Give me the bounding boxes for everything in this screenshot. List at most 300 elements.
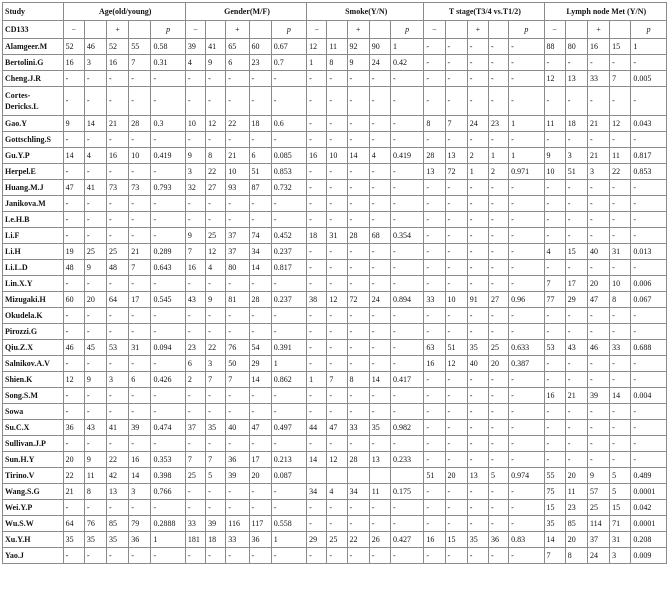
count-cell: 16 xyxy=(107,55,129,71)
p-value-cell: 1 xyxy=(631,39,667,55)
count-cell: - xyxy=(424,452,445,468)
count-cell: - xyxy=(347,308,369,324)
p-value-subheader: p xyxy=(390,21,423,39)
table-row xyxy=(3,324,667,340)
count-cell: 22 xyxy=(610,164,631,180)
study-name-cell: Sun.H.Y xyxy=(3,452,64,468)
count-cell: 55 xyxy=(129,39,151,55)
table-row xyxy=(3,292,667,308)
count-cell: - xyxy=(226,484,249,500)
count-cell: - xyxy=(226,500,249,516)
count-cell: - xyxy=(565,372,587,388)
count-cell: - xyxy=(587,55,609,71)
count-cell: - xyxy=(307,276,327,292)
count-cell: - xyxy=(544,356,565,372)
count-cell: 29 xyxy=(565,292,587,308)
p-value-cell: 0.354 xyxy=(390,228,423,244)
count-cell: - xyxy=(587,196,609,212)
count-cell: 88 xyxy=(544,39,565,55)
count-cell: - xyxy=(424,212,445,228)
count-cell: - xyxy=(347,276,369,292)
count-cell: - xyxy=(307,132,327,148)
p-value-cell: 0.043 xyxy=(631,116,667,132)
count-cell: 33 xyxy=(226,532,249,548)
count-cell: 4 xyxy=(369,148,390,164)
study-name-cell: Sullivan.J.P xyxy=(3,436,64,452)
count-cell: - xyxy=(107,404,129,420)
count-cell: - xyxy=(307,516,327,532)
p-value-cell: - xyxy=(271,500,306,516)
count-cell: 85 xyxy=(565,516,587,532)
count-cell: 20 xyxy=(488,356,508,372)
count-cell: - xyxy=(610,212,631,228)
count-cell: - xyxy=(107,276,129,292)
p-value-cell: 0.982 xyxy=(390,420,423,436)
p-value-cell: - xyxy=(271,324,306,340)
count-cell: 74 xyxy=(249,228,271,244)
blank-subheader xyxy=(249,21,271,39)
study-name-cell: Wei.Y.P xyxy=(3,500,64,516)
p-value-cell: 1 xyxy=(509,148,544,164)
count-cell: 8 xyxy=(206,148,226,164)
p-value-cell: - xyxy=(390,164,423,180)
count-cell: 63 xyxy=(424,340,445,356)
count-cell: 37 xyxy=(185,420,205,436)
p-value-cell: 0.42 xyxy=(390,55,423,71)
count-cell: - xyxy=(347,324,369,340)
count-cell: 9 xyxy=(347,55,369,71)
negative-subheader: − xyxy=(63,21,84,39)
study-name-cell: Gu.Y.P xyxy=(3,148,64,164)
count-cell: - xyxy=(226,212,249,228)
positive-subheader: + xyxy=(467,21,488,39)
p-value-cell: 0.474 xyxy=(151,420,185,436)
count-cell: 36 xyxy=(63,420,84,436)
count-cell: - xyxy=(307,500,327,516)
count-cell: 4 xyxy=(84,148,106,164)
positive-subheader: + xyxy=(226,21,249,39)
count-cell: - xyxy=(488,388,508,404)
count-cell: - xyxy=(307,180,327,196)
count-cell: 72 xyxy=(347,292,369,308)
count-cell: - xyxy=(63,132,84,148)
p-value-cell: - xyxy=(151,196,185,212)
count-cell xyxy=(327,468,347,484)
table-row xyxy=(3,180,667,196)
count-cell: - xyxy=(63,196,84,212)
count-cell xyxy=(369,468,390,484)
count-cell: - xyxy=(347,164,369,180)
count-cell: - xyxy=(307,164,327,180)
count-cell: - xyxy=(226,196,249,212)
table-container xyxy=(2,2,667,564)
count-cell: - xyxy=(610,132,631,148)
count-cell: 39 xyxy=(185,39,205,55)
count-cell: - xyxy=(63,404,84,420)
count-cell: - xyxy=(347,132,369,148)
count-cell: 17 xyxy=(129,292,151,308)
p-value-cell: - xyxy=(390,132,423,148)
count-cell: - xyxy=(445,180,467,196)
count-cell: - xyxy=(84,388,106,404)
p-value-cell: - xyxy=(509,196,544,212)
count-cell: - xyxy=(587,324,609,340)
p-value-cell: - xyxy=(509,55,544,71)
count-cell: - xyxy=(467,132,488,148)
p-value-cell: 0.005 xyxy=(631,71,667,87)
study-name-cell: Su.C.X xyxy=(3,420,64,436)
count-cell: - xyxy=(249,548,271,564)
count-cell: - xyxy=(565,436,587,452)
count-cell: - xyxy=(369,548,390,564)
count-cell: - xyxy=(587,228,609,244)
count-cell: 92 xyxy=(347,39,369,55)
count-cell: - xyxy=(587,452,609,468)
p-value-cell: - xyxy=(151,132,185,148)
p-value-cell: 0.894 xyxy=(390,292,423,308)
count-cell: - xyxy=(488,244,508,260)
p-value-cell: - xyxy=(509,260,544,276)
count-cell: 7 xyxy=(544,276,565,292)
study-name-cell: Gottschling.S xyxy=(3,132,64,148)
p-value-cell: - xyxy=(151,404,185,420)
count-cell: - xyxy=(84,500,106,516)
count-cell: - xyxy=(84,212,106,228)
p-value-cell: - xyxy=(271,212,306,228)
p-value-cell: - xyxy=(390,276,423,292)
p-value-cell: - xyxy=(509,388,544,404)
count-cell: - xyxy=(445,39,467,55)
count-cell: - xyxy=(424,87,445,116)
count-cell: - xyxy=(185,436,205,452)
count-cell: - xyxy=(327,196,347,212)
count-cell: - xyxy=(63,308,84,324)
count-cell: 22 xyxy=(206,340,226,356)
count-cell: 7 xyxy=(206,372,226,388)
p-value-cell: - xyxy=(271,484,306,500)
count-cell: 6 xyxy=(249,148,271,164)
p-value-cell: - xyxy=(509,404,544,420)
count-cell: - xyxy=(610,87,631,116)
count-cell: 14 xyxy=(347,148,369,164)
count-cell: - xyxy=(84,164,106,180)
count-cell: - xyxy=(467,388,488,404)
p-value-cell: - xyxy=(390,212,423,228)
count-cell: - xyxy=(185,196,205,212)
count-cell: 4 xyxy=(185,55,205,71)
count-cell: 51 xyxy=(565,164,587,180)
count-cell: 12 xyxy=(445,356,467,372)
count-cell: 73 xyxy=(107,180,129,196)
count-cell: 10 xyxy=(445,292,467,308)
count-cell: 80 xyxy=(226,260,249,276)
count-cell: - xyxy=(369,180,390,196)
count-cell: 41 xyxy=(84,180,106,196)
p-value-cell: 0.31 xyxy=(151,55,185,71)
count-cell: - xyxy=(587,132,609,148)
p-value-cell: 0.643 xyxy=(151,260,185,276)
t-stage-header: T stage(T3/4 vs.T1/2) xyxy=(424,3,544,21)
count-cell: 25 xyxy=(84,244,106,260)
p-value-cell: - xyxy=(509,516,544,532)
count-cell: 43 xyxy=(84,420,106,436)
count-cell: 36 xyxy=(226,452,249,468)
count-cell: - xyxy=(129,404,151,420)
study-name-cell: Tirino.V xyxy=(3,468,64,484)
count-cell: 41 xyxy=(206,39,226,55)
p-value-cell: - xyxy=(509,308,544,324)
count-cell: - xyxy=(307,436,327,452)
p-value-cell: - xyxy=(271,71,306,87)
count-cell: - xyxy=(445,55,467,71)
count-cell: - xyxy=(185,71,205,87)
count-cell: 33 xyxy=(610,340,631,356)
p-value-cell: 0.417 xyxy=(390,372,423,388)
count-cell: - xyxy=(84,228,106,244)
p-value-cell: - xyxy=(151,324,185,340)
count-cell: - xyxy=(488,436,508,452)
count-cell: - xyxy=(565,420,587,436)
count-cell: - xyxy=(587,260,609,276)
p-value-cell: 0.085 xyxy=(271,148,306,164)
count-cell: - xyxy=(544,132,565,148)
count-cell: 12 xyxy=(327,452,347,468)
age-header: Age(old/young) xyxy=(63,3,185,21)
p-value-cell: 0.558 xyxy=(271,516,306,532)
count-cell: 21 xyxy=(63,484,84,500)
count-cell: 10 xyxy=(610,276,631,292)
count-cell: 11 xyxy=(84,468,106,484)
p-value-cell: - xyxy=(509,180,544,196)
count-cell: - xyxy=(369,340,390,356)
count-cell: - xyxy=(544,180,565,196)
count-cell: 6 xyxy=(185,356,205,372)
p-value-cell: - xyxy=(509,548,544,564)
count-cell: - xyxy=(488,87,508,116)
count-cell: - xyxy=(445,324,467,340)
count-cell: 24 xyxy=(369,55,390,71)
count-cell: - xyxy=(467,180,488,196)
count-cell: - xyxy=(445,244,467,260)
count-cell: 11 xyxy=(327,39,347,55)
count-cell: 1 xyxy=(467,164,488,180)
count-cell: 28 xyxy=(424,148,445,164)
count-cell: - xyxy=(107,164,129,180)
count-cell: 14 xyxy=(249,260,271,276)
count-cell: - xyxy=(610,180,631,196)
count-cell: - xyxy=(610,356,631,372)
count-cell: - xyxy=(249,276,271,292)
count-cell: 54 xyxy=(249,340,271,356)
count-cell: 10 xyxy=(327,148,347,164)
count-cell: - xyxy=(369,212,390,228)
count-cell: 64 xyxy=(107,292,129,308)
count-cell: - xyxy=(185,87,205,116)
p-value-cell: - xyxy=(509,500,544,516)
table-row xyxy=(3,548,667,564)
p-value-cell: - xyxy=(151,164,185,180)
count-cell: 7 xyxy=(129,55,151,71)
count-cell: 33 xyxy=(347,420,369,436)
table-row xyxy=(3,87,667,116)
count-cell: - xyxy=(587,180,609,196)
count-cell: - xyxy=(565,132,587,148)
count-cell: - xyxy=(369,516,390,532)
count-cell: 45 xyxy=(84,340,106,356)
count-cell: - xyxy=(587,436,609,452)
count-cell: - xyxy=(206,71,226,87)
count-cell: - xyxy=(488,452,508,468)
count-cell: 12 xyxy=(327,292,347,308)
count-cell: - xyxy=(445,132,467,148)
p-value-cell: 0.974 xyxy=(509,468,544,484)
p-value-cell: - xyxy=(631,87,667,116)
p-value-cell: - xyxy=(631,436,667,452)
count-cell: 39 xyxy=(206,516,226,532)
count-cell: - xyxy=(327,164,347,180)
count-cell: - xyxy=(185,548,205,564)
count-cell: - xyxy=(369,276,390,292)
count-cell: 11 xyxy=(565,484,587,500)
p-value-cell: - xyxy=(390,340,423,356)
p-value-cell: - xyxy=(509,276,544,292)
p-value-cell: - xyxy=(390,356,423,372)
count-cell: 21 xyxy=(107,116,129,132)
count-cell: 14 xyxy=(544,532,565,548)
p-value-cell: 0.175 xyxy=(390,484,423,500)
table-row xyxy=(3,148,667,164)
count-cell: - xyxy=(488,196,508,212)
count-cell: - xyxy=(307,260,327,276)
count-cell: 60 xyxy=(249,39,271,55)
count-cell: - xyxy=(327,516,347,532)
count-cell: 5 xyxy=(206,468,226,484)
count-cell: - xyxy=(424,228,445,244)
count-cell: - xyxy=(84,404,106,420)
count-cell: - xyxy=(369,500,390,516)
count-cell: 60 xyxy=(63,292,84,308)
p-value-cell: 0.353 xyxy=(151,452,185,468)
count-cell: 85 xyxy=(107,516,129,532)
count-cell: - xyxy=(249,436,271,452)
count-cell: - xyxy=(369,196,390,212)
count-cell: - xyxy=(307,324,327,340)
count-cell: - xyxy=(63,212,84,228)
count-cell: - xyxy=(544,260,565,276)
count-cell: 21 xyxy=(226,148,249,164)
count-cell: - xyxy=(63,500,84,516)
count-cell: 117 xyxy=(249,516,271,532)
p-value-cell: - xyxy=(631,356,667,372)
count-cell: 6 xyxy=(129,372,151,388)
count-cell: - xyxy=(226,436,249,452)
count-cell: 12 xyxy=(544,71,565,87)
study-name-cell: Pirozzi.G xyxy=(3,324,64,340)
count-cell: - xyxy=(327,388,347,404)
count-cell: 7 xyxy=(185,452,205,468)
count-cell: 39 xyxy=(587,388,609,404)
count-cell: 13 xyxy=(565,71,587,87)
count-cell: 16 xyxy=(307,148,327,164)
count-cell: - xyxy=(544,196,565,212)
count-cell: 68 xyxy=(369,228,390,244)
count-cell: - xyxy=(107,71,129,87)
table-row xyxy=(3,244,667,260)
count-cell: - xyxy=(347,516,369,532)
p-value-cell: - xyxy=(390,244,423,260)
count-cell: 8 xyxy=(424,116,445,132)
p-value-cell: 0.289 xyxy=(151,244,185,260)
count-cell: - xyxy=(307,212,327,228)
count-cell: - xyxy=(445,500,467,516)
count-cell: - xyxy=(488,39,508,55)
table-row xyxy=(3,372,667,388)
count-cell: - xyxy=(544,372,565,388)
count-cell: - xyxy=(565,308,587,324)
count-cell: - xyxy=(107,212,129,228)
count-cell: 181 xyxy=(185,532,205,548)
count-cell: - xyxy=(467,404,488,420)
count-cell: - xyxy=(544,308,565,324)
p-value-cell: - xyxy=(390,260,423,276)
count-cell: 71 xyxy=(610,516,631,532)
count-cell: - xyxy=(369,132,390,148)
study-name-cell: Bertolini.G xyxy=(3,55,64,71)
count-cell: 7 xyxy=(544,548,565,564)
count-cell: - xyxy=(327,180,347,196)
p-value-cell: 0.426 xyxy=(151,372,185,388)
count-cell: - xyxy=(129,500,151,516)
count-cell: - xyxy=(206,548,226,564)
table-row xyxy=(3,276,667,292)
study-name-cell: Wu.S.W xyxy=(3,516,64,532)
count-cell: 8 xyxy=(565,548,587,564)
positive-subheader: + xyxy=(347,21,369,39)
count-cell: 35 xyxy=(544,516,565,532)
count-cell: 28 xyxy=(129,116,151,132)
count-cell: - xyxy=(327,404,347,420)
count-cell: 24 xyxy=(369,292,390,308)
p-value-cell: 0.398 xyxy=(151,468,185,484)
count-cell: - xyxy=(307,116,327,132)
count-cell: 28 xyxy=(249,292,271,308)
p-value-cell: 0.427 xyxy=(390,532,423,548)
count-cell: 46 xyxy=(63,340,84,356)
count-cell: 37 xyxy=(226,228,249,244)
count-cell: - xyxy=(610,196,631,212)
count-cell: 35 xyxy=(467,340,488,356)
count-cell: - xyxy=(307,548,327,564)
count-cell: - xyxy=(424,276,445,292)
count-cell: 42 xyxy=(107,468,129,484)
count-cell: 14 xyxy=(84,116,106,132)
p-value-cell: - xyxy=(390,180,423,196)
count-cell: - xyxy=(129,212,151,228)
table-row xyxy=(3,196,667,212)
count-cell: - xyxy=(63,388,84,404)
table-row xyxy=(3,500,667,516)
count-cell: - xyxy=(347,87,369,116)
count-cell: 33 xyxy=(424,292,445,308)
table-row xyxy=(3,420,667,436)
count-cell: - xyxy=(610,324,631,340)
count-cell: 13 xyxy=(467,468,488,484)
count-cell: - xyxy=(544,87,565,116)
count-cell: 3 xyxy=(610,548,631,564)
table-row xyxy=(3,356,667,372)
count-cell: - xyxy=(467,55,488,71)
count-cell: - xyxy=(185,324,205,340)
